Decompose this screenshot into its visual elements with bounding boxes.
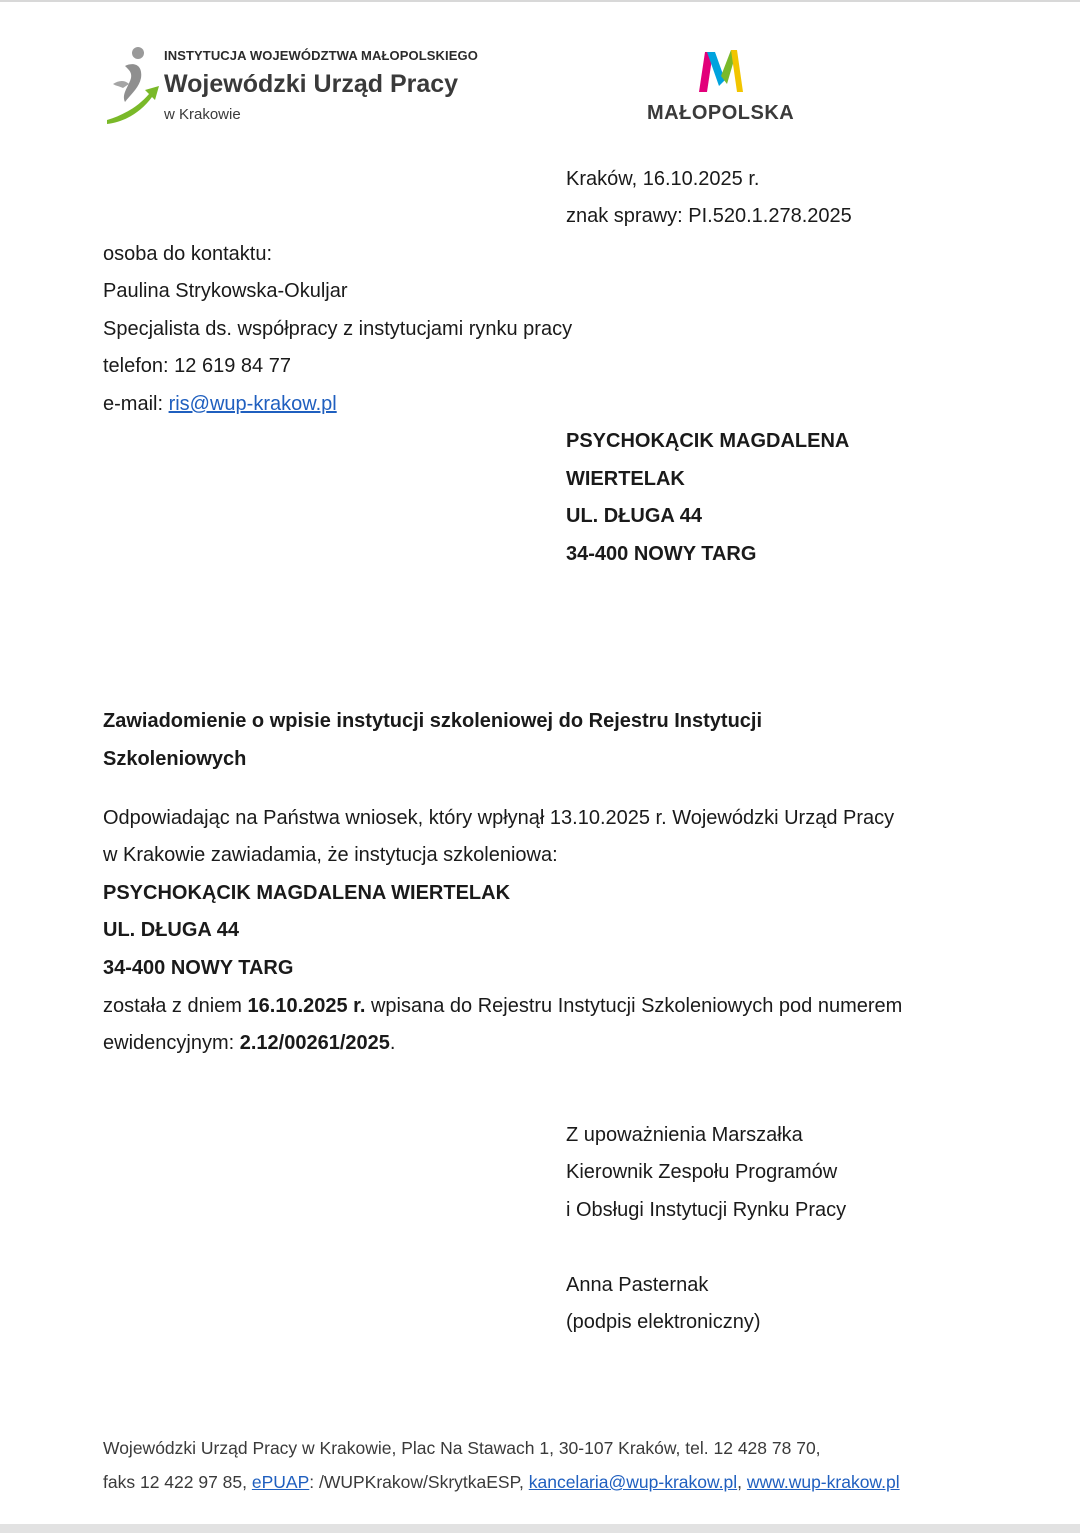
m-letter-logo-icon [695,46,747,96]
contact-phone: telefon: 12 619 84 77 [103,355,291,377]
registration-line [103,987,902,1025]
footer-address: Wojewódzki Urząd Pracy w Krakowie, Plac Na Stawach 1, 30-107 Kraków, tel. 12 428 78 70, [103,1438,821,1458]
contact-heading: osoba do kontaktu: [103,243,273,265]
malopolska-logo [640,44,810,128]
registration-date: 16.10.2025 r. [247,995,366,1017]
subject-line-2: Szkoleniowych [103,748,247,770]
contact-name: Paulina Strykowska-Okuljar [103,280,348,302]
footer-separator: , [737,1472,747,1492]
recipient-line-4: 34-400 NOWY TARG [566,543,757,565]
footer-fax: faks 12 422 97 85, [103,1472,252,1492]
institution-city: 34-400 NOWY TARG [103,957,294,979]
body-intro-line-1: Odpowiadając na Państwa wniosek, który wpłynął 13.10.2025 r. Wojewódzki Urząd Pracy [103,807,895,829]
evidence-line [103,1024,395,1062]
evidence-number: 2.12/00261/2025 [239,1032,390,1054]
subject-line-1: Zawiadomienie o wpisie instytucji szkoleniowej do Rejestru Instytucji [103,710,763,732]
footer-email-link[interactable]: kancelaria@wup-krakow.pl [528,1472,738,1492]
signature-note: (podpis elektroniczny) [566,1311,761,1333]
contact-email-label: e-mail: [103,393,169,415]
institution-street: UL. DŁUGA 44 [103,919,239,941]
letter-date: Kraków, 16.10.2025 r. [566,168,760,190]
institution-name: PSYCHOKĄCIK MAGDALENA WIERTELAK [103,882,511,904]
signature-title-1: Kierownik Zespołu Programów [566,1161,838,1183]
footer-contact-line [103,1472,900,1493]
footer-epuap-path: : /WUPKrakow/SkrytkaESP, [309,1472,529,1492]
logo-region-name: MAŁOPOLSKA [647,102,795,124]
registration-prefix: została z dniem [103,995,248,1017]
footer-website-link[interactable]: www.wup-krakow.pl [746,1472,900,1492]
runner-arrow-logo-icon [103,44,163,128]
logo-main-title: Wojewódzki Urząd Pracy [164,70,459,98]
signature-authorization: Z upoważnienia Marszałka [566,1124,803,1146]
logo-institution-label: INSTYTUCJA WOJEWÓDZTWA MAŁOPOLSKIEGO [164,48,478,63]
page-top-edge [0,0,1080,2]
page-bottom-edge [0,1524,1080,1533]
recipient-line-2: WIERTELAK [566,468,685,490]
case-number: znak sprawy: PI.520.1.278.2025 [566,205,852,227]
signer-name: Anna Pasternak [566,1274,709,1296]
signature-title-2: i Obsługi Instytucji Rynku Pracy [566,1199,847,1221]
contact-email-line [103,385,337,423]
recipient-line-3: UL. DŁUGA 44 [566,505,702,527]
registration-suffix: wpisana do Rejestru Instytucji Szkoleniowych pod numerem [365,995,903,1017]
wup-logo [103,44,478,128]
recipient-line-1: PSYCHOKĄCIK MAGDALENA [566,430,850,452]
contact-email-link[interactable]: ris@wup-krakow.pl [168,393,337,415]
logo-subtitle: w Krakowie [164,106,241,123]
evidence-prefix: ewidencyjnym: [103,1032,240,1054]
body-intro-line-2: w Krakowie zawiadamia, że instytucja szkoleniowa: [103,844,558,866]
evidence-suffix: . [389,1032,396,1054]
footer-epuap-link[interactable]: ePUAP [251,1472,310,1492]
contact-role: Specjalista ds. współpracy z instytucjami rynku pracy [103,318,573,340]
